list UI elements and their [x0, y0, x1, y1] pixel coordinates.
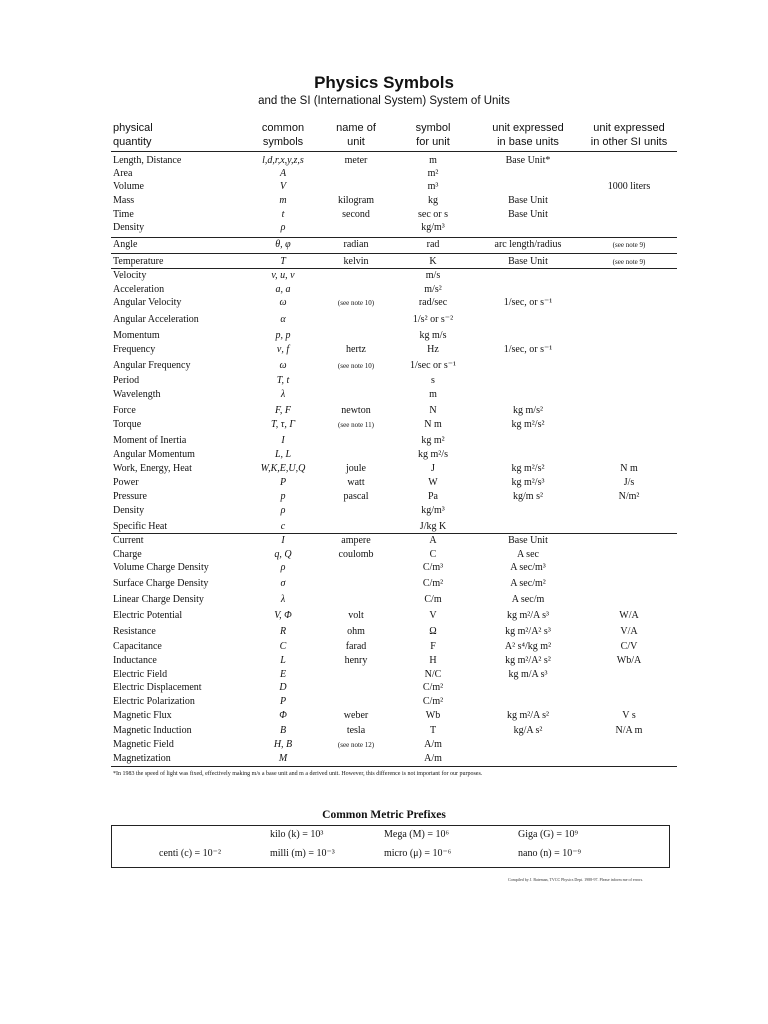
cell-base-units: A sec/m: [511, 594, 545, 605]
cell-base-units: kg m²/A² s²: [505, 655, 551, 666]
cell-unit-symbol: kg/m³: [421, 505, 445, 516]
cell-quantity: Mass: [113, 195, 135, 206]
prefix-nano: nano (n) = 10⁻⁹: [518, 848, 582, 859]
cell-unit-name: (see note 10): [337, 362, 375, 370]
cell-symbol: p, p: [275, 330, 291, 341]
cell-quantity: Torque: [113, 419, 142, 430]
header-base-units-line2: in base units: [497, 136, 559, 148]
cell-unit-name: meter: [344, 155, 368, 166]
cell-symbol: ρ: [280, 562, 286, 573]
header-unit-symbol-line2: for unit: [416, 136, 450, 148]
cell-quantity: Velocity: [113, 270, 147, 281]
cell-unit-symbol: kg m²/s: [418, 449, 448, 460]
cell-symbol: a, a: [275, 284, 291, 295]
cell-quantity: Moment of Inertia: [113, 435, 187, 446]
cell-symbol: T, t: [276, 375, 290, 386]
cell-unit-name: ampere: [341, 535, 371, 546]
cell-unit-symbol: m/s²: [424, 284, 442, 295]
cell-base-units: A sec/m³: [510, 562, 546, 573]
cell-other-units: N/A m: [615, 725, 643, 736]
cell-unit-name: tesla: [346, 725, 366, 736]
cell-symbol: Φ: [279, 710, 287, 721]
cell-quantity: Surface Charge Density: [113, 578, 209, 589]
cell-unit-symbol: s: [431, 375, 435, 386]
cell-unit-symbol: m³: [427, 181, 439, 192]
cell-symbol: v, u, v: [271, 270, 295, 281]
prefix-title: Common Metric Prefixes: [322, 809, 446, 821]
cell-unit-name: watt: [347, 477, 365, 488]
cell-quantity: Electric Displacement: [113, 682, 202, 693]
cell-unit-symbol: m/s: [425, 270, 441, 281]
header-quantity-line2: quantity: [113, 136, 152, 148]
prefix-giga: Giga (G) = 10⁹: [518, 829, 578, 840]
cell-unit-name: coulomb: [338, 549, 374, 560]
prefix-kilo: kilo (k) = 10³: [270, 829, 324, 840]
cell-unit-name: (see note 11): [338, 421, 374, 429]
cell-base-units: A sec: [517, 549, 539, 560]
cell-quantity: Force: [113, 405, 136, 416]
header-quantity-line1: physical: [113, 122, 153, 134]
cell-base-units: arc length/radius: [494, 239, 562, 250]
cell-symbol: M: [278, 753, 288, 764]
footnote: *In 1983 the speed of light was fixed, effectively making m/s a base unit and m a derived unit. However, this difference is not important for our purposes.: [113, 771, 483, 777]
cell-unit-symbol: m: [429, 155, 437, 166]
cell-base-units: 1/sec, or s⁻¹: [503, 297, 553, 308]
cell-quantity: Period: [113, 375, 140, 386]
cell-base-units: kg m²/A² s³: [505, 626, 551, 637]
cell-quantity: Density: [113, 222, 145, 233]
cell-base-units: kg m/s²: [513, 405, 543, 416]
cell-unit-symbol: Hz: [427, 344, 439, 355]
prefix-micro: micro (μ) = 10⁻⁶: [384, 848, 452, 859]
cell-quantity: Current: [113, 535, 144, 546]
cell-quantity: Linear Charge Density: [113, 594, 204, 605]
cell-symbol: W,K,E,U,Q: [260, 463, 306, 474]
cell-symbol: I: [281, 435, 285, 446]
cell-base-units: A sec/m²: [510, 578, 546, 589]
cell-unit-symbol: N/C: [424, 669, 442, 680]
cell-quantity: Charge: [113, 549, 142, 560]
cell-symbol: ω: [279, 297, 287, 308]
cell-symbol: c: [280, 521, 286, 532]
cell-symbol: q, Q: [274, 549, 292, 560]
cell-base-units: kg/m s²: [513, 491, 543, 502]
cell-quantity: Magnetic Induction: [113, 725, 192, 736]
cell-quantity: Inductance: [113, 655, 157, 666]
cell-other-units: W/A: [619, 610, 639, 621]
cell-base-units: kg m²/A s³: [506, 610, 550, 621]
cell-unit-symbol: Wb: [425, 710, 441, 721]
cell-quantity: Capacitance: [113, 641, 162, 652]
cell-quantity: Magnetization: [113, 753, 171, 764]
header-unit-symbol-line1: symbol: [415, 122, 451, 134]
cell-unit-name: (see note 10): [337, 299, 375, 307]
cell-unit-symbol: kg m²: [421, 435, 445, 446]
header-unit-name-line2: unit: [347, 136, 365, 148]
cell-symbol: ν, f: [276, 344, 290, 355]
cell-base-units: kg/A s²: [513, 725, 543, 736]
cell-symbol: T, τ, Γ: [270, 419, 296, 430]
prefix-milli: milli (m) = 10⁻³: [270, 848, 335, 859]
cell-unit-symbol: T: [429, 725, 437, 736]
cell-other-units: N/m²: [618, 491, 640, 502]
cell-quantity: Density: [113, 505, 145, 516]
cell-quantity: Specific Heat: [113, 521, 168, 532]
header-symbols-line1: common: [261, 122, 305, 134]
cell-unit-symbol: C/m²: [422, 696, 444, 707]
cell-symbol: H, B: [273, 739, 293, 750]
cell-unit-name: joule: [346, 463, 366, 474]
cell-symbol: V: [279, 181, 287, 192]
cell-symbol: p: [280, 491, 286, 502]
cell-symbol: λ: [280, 594, 286, 605]
cell-symbol: θ, φ: [275, 239, 291, 250]
cell-unit-symbol: C/m: [424, 594, 442, 605]
page-subtitle: and the SI (International System) System of Units: [258, 95, 510, 107]
cell-base-units: kg m²/s³: [511, 477, 545, 488]
cell-symbol: A: [279, 168, 287, 179]
cell-unit-symbol: C/m³: [422, 562, 444, 573]
page-title: Physics Symbols: [314, 73, 454, 92]
cell-other-units: 1000 liters: [607, 181, 651, 192]
cell-quantity: Magnetic Field: [113, 739, 174, 750]
cell-unit-symbol: rad: [426, 239, 440, 250]
cell-unit-symbol: C/m²: [422, 578, 444, 589]
cell-quantity: Length, Distance: [113, 155, 182, 166]
cell-quantity: Angle: [113, 239, 138, 250]
cell-symbol: E: [279, 669, 287, 680]
cell-quantity: Wavelength: [113, 389, 161, 400]
cell-symbol: ρ: [280, 505, 286, 516]
cell-symbol: I: [281, 535, 285, 546]
cell-quantity: Angular Momentum: [113, 449, 195, 460]
cell-unit-symbol: A/m: [424, 753, 442, 764]
cell-symbol: P: [279, 696, 287, 707]
cell-base-units: Base Unit*: [505, 155, 551, 166]
prefix-mega: Mega (M) = 10⁶: [384, 829, 449, 840]
cell-unit-symbol: W: [428, 477, 438, 488]
cell-quantity: Angular Frequency: [113, 360, 191, 371]
cell-symbol: t: [281, 209, 285, 220]
header-other-units-line2: in other SI units: [590, 136, 668, 148]
cell-quantity: Frequency: [113, 344, 156, 355]
cell-unit-name: second: [342, 209, 370, 220]
cell-unit-symbol: N m: [424, 419, 442, 430]
cell-unit-symbol: K: [429, 256, 437, 267]
cell-base-units: kg m²/s²: [511, 463, 545, 474]
cell-quantity: Electric Potential: [113, 610, 183, 621]
cell-unit-name: radian: [343, 239, 369, 250]
cell-quantity: Time: [113, 209, 134, 220]
cell-other-units: (see note 9): [612, 258, 646, 266]
cell-symbol: C: [279, 641, 287, 652]
cell-symbol: σ: [280, 578, 286, 589]
cell-symbol: R: [279, 626, 287, 637]
cell-base-units: kg m²/s²: [511, 419, 545, 430]
cell-base-units: 1/sec, or s⁻¹: [503, 344, 553, 355]
cell-quantity: Electric Polarization: [113, 696, 195, 707]
cell-other-units: (see note 9): [612, 241, 646, 249]
cell-unit-symbol: 1/s² or s⁻²: [412, 314, 454, 325]
cell-base-units: Base Unit: [508, 535, 548, 546]
cell-unit-name: ohm: [347, 626, 365, 637]
cell-other-units: J/s: [623, 477, 635, 488]
cell-symbol: α: [280, 314, 286, 325]
cell-other-units: Wb/A: [616, 655, 642, 666]
cell-quantity: Work, Energy, Heat: [113, 463, 192, 474]
cell-unit-symbol: sec or s: [418, 209, 448, 220]
cell-unit-symbol: F: [430, 641, 436, 652]
cell-unit-symbol: A: [429, 535, 437, 546]
cell-unit-name: volt: [348, 610, 364, 621]
cell-symbol: m: [279, 195, 287, 206]
cell-unit-name: kilogram: [337, 195, 375, 206]
cell-unit-symbol: rad/sec: [418, 297, 448, 308]
cell-symbol: L, L: [274, 449, 292, 460]
cell-unit-name: hertz: [346, 344, 366, 355]
cell-unit-symbol: kg/m³: [421, 222, 445, 233]
cell-unit-name: henry: [344, 655, 368, 666]
cell-unit-symbol: J/kg K: [419, 521, 447, 532]
cell-symbol: ω: [279, 360, 287, 371]
cell-unit-name: kelvin: [343, 256, 369, 267]
cell-unit-symbol: H: [429, 655, 437, 666]
cell-unit-name: weber: [343, 710, 369, 721]
cell-unit-symbol: Ω: [429, 626, 437, 637]
cell-symbol: L: [280, 655, 286, 666]
cell-base-units: Base Unit: [508, 209, 548, 220]
cell-quantity: Electric Field: [113, 669, 168, 680]
cell-unit-symbol: C/m²: [422, 682, 444, 693]
cell-other-units: V/A: [620, 626, 638, 637]
cell-quantity: Angular Velocity: [113, 297, 182, 308]
cell-unit-symbol: kg m/s: [419, 330, 447, 341]
header-unit-name-line1: name of: [336, 122, 376, 134]
cell-quantity: Magnetic Flux: [113, 710, 172, 721]
cell-base-units: kg m/A s³: [508, 669, 548, 680]
cell-quantity: Temperature: [113, 256, 164, 267]
cell-unit-symbol: kg: [428, 195, 438, 206]
cell-other-units: V s: [622, 710, 636, 721]
credit-line: Compiled by J. Bateman, TVCC Physics Dept. 1988-97. Please inform me of errors.: [508, 877, 644, 882]
cell-base-units: Base Unit: [508, 256, 548, 267]
cell-quantity: Volume Charge Density: [113, 562, 209, 573]
cell-unit-symbol: V: [429, 610, 437, 621]
cell-unit-name: (see note 12): [337, 741, 375, 749]
cell-quantity: Resistance: [113, 626, 156, 637]
cell-base-units: Base Unit: [508, 195, 548, 206]
cell-other-units: C/V: [620, 641, 638, 652]
cell-symbol: F, F: [275, 405, 291, 416]
cell-unit-symbol: m²: [427, 168, 439, 179]
cell-quantity: Angular Acceleration: [113, 314, 199, 325]
cell-quantity: Area: [113, 168, 133, 179]
cell-symbol: B: [279, 725, 287, 736]
cell-unit-name: pascal: [343, 491, 369, 502]
cell-symbol: ρ: [280, 222, 286, 233]
cell-unit-symbol: N: [429, 405, 437, 416]
cell-other-units: N m: [620, 463, 638, 474]
cell-unit-symbol: m: [429, 389, 437, 400]
cell-unit-symbol: A/m: [424, 739, 442, 750]
header-base-units-line1: unit expressed: [492, 122, 564, 134]
cell-unit-symbol: 1/sec or s⁻¹: [409, 360, 457, 371]
cell-symbol: l,d,r,x,y,z,s: [262, 155, 304, 166]
cell-symbol: P: [279, 477, 287, 488]
cell-symbol: λ: [280, 389, 286, 400]
prefix-centi: centi (c) = 10⁻²: [159, 848, 221, 859]
cell-quantity: Volume: [113, 181, 144, 192]
cell-base-units: kg m²/A s²: [506, 710, 550, 721]
cell-quantity: Acceleration: [113, 284, 165, 295]
cell-unit-name: farad: [345, 641, 367, 652]
header-symbols-line2: symbols: [262, 136, 304, 148]
cell-symbol: D: [279, 682, 287, 693]
cell-quantity: Pressure: [113, 491, 147, 502]
cell-quantity: Momentum: [113, 330, 160, 341]
cell-quantity: Power: [113, 477, 139, 488]
cell-symbol: V, Φ: [274, 610, 292, 621]
cell-base-units: A² s⁴/kg m²: [504, 641, 552, 652]
cell-unit-symbol: J: [431, 463, 435, 474]
cell-unit-symbol: C: [429, 549, 437, 560]
header-other-units-line1: unit expressed: [593, 122, 665, 134]
cell-unit-symbol: Pa: [428, 491, 438, 502]
cell-unit-name: newton: [341, 405, 371, 416]
cell-symbol: T: [280, 256, 286, 267]
